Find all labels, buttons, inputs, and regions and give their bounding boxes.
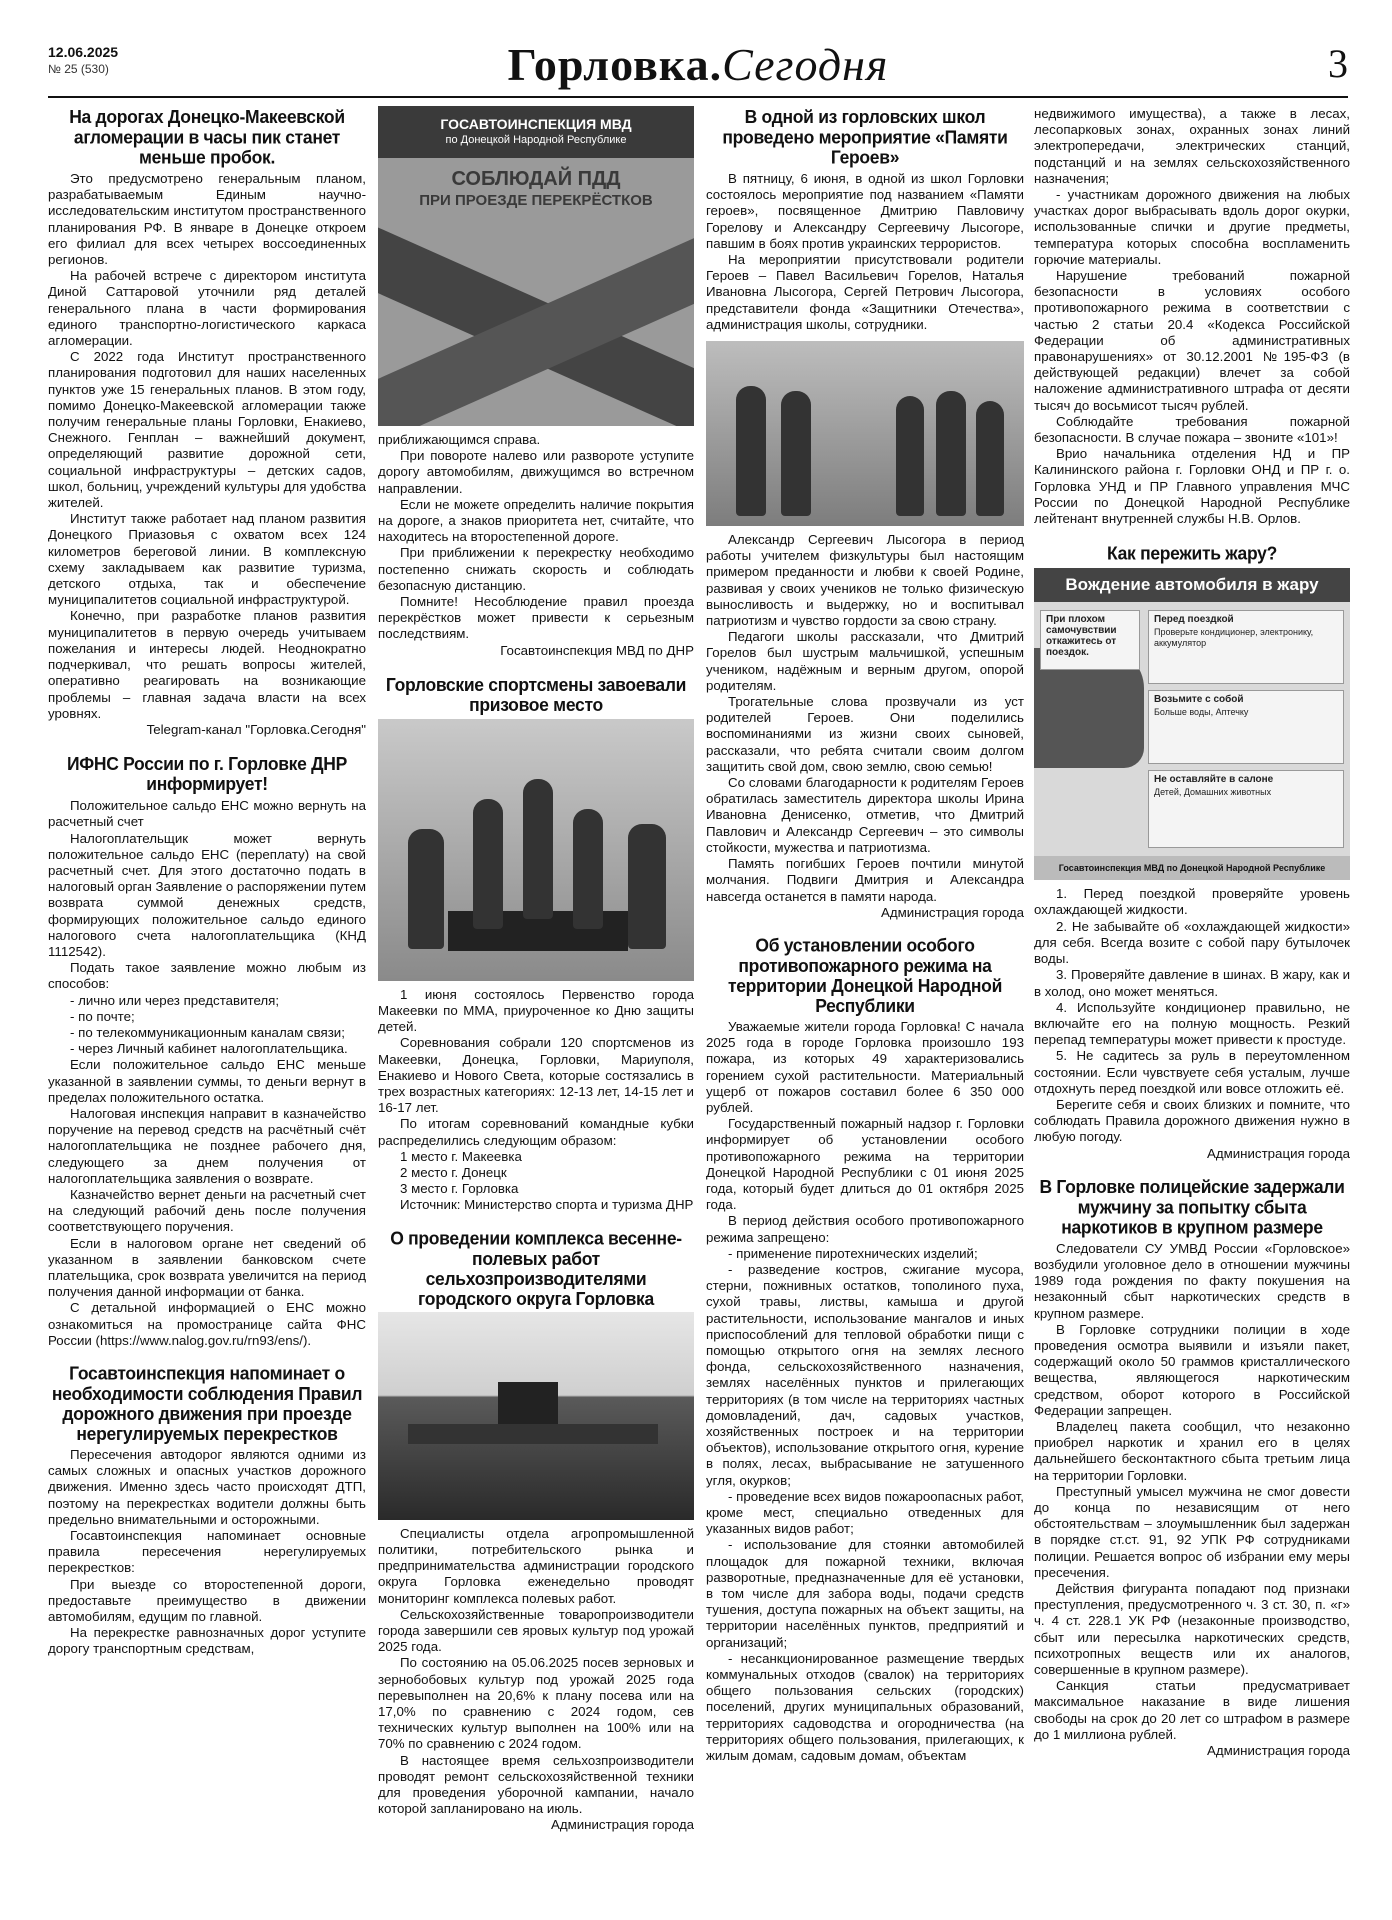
paragraph: Действия фигуранта попадают под признаки преступления, предусмотренного ч. 3 ст. 30, п. «г» ч. 4 ст. 228.1 УК РФ (незаконные производство, сбыт или пересылка наркотических средств, психотропных веществ или их аналогов, совершенные в крупном размере). (1034, 1581, 1350, 1678)
paragraph: приближающимся справа. (378, 432, 541, 447)
article-fire-regime-continued (1034, 106, 1350, 527)
paragraph: 1 июня состоялось Первенство города Макеевки по ММА, приуроченное ко Дню защиты детей. (378, 986, 694, 1035)
issue-number: № 25 (530) (48, 62, 109, 76)
poster-box-dont-leave (1148, 770, 1344, 848)
article-signature: Администрация города (1206, 1743, 1350, 1759)
paragraph: Нарушение требований пожарной безопасности в условиях особого противопожарного режима в соответствии с частью 2 статьи 20.4 «Кодекса Российской Федерации об административных правонарушениях» от 30.12.2001 №195-ФЗ (в действующей редакции) влечет за собой наложение административного штрафа от десяти тысяч до восьмисот тысяч рублей. (1034, 268, 1350, 413)
article-title: Как пережить жару? (1107, 542, 1277, 564)
poster-line-2: по Донецкой Народной Республике (445, 134, 627, 146)
paragraph: 5. Не садитесь за руль в переутомленном состоянии. Если чувствуете себя усталым, лучше отдохнуть перед поездкой или вовсе отложить её. (1034, 1048, 1350, 1096)
article-signature: Госавтоинспекция МВД по ДНР (500, 642, 694, 658)
paragraph: Положительное сальдо ЕНС можно вернуть на расчетный счет (48, 798, 366, 830)
poster-slogan-1: СОБЛЮДАЙ ПДД (451, 168, 621, 190)
article-heat (1034, 544, 1350, 1161)
box-title: Не оставляйте в салоне (1154, 774, 1274, 786)
paragraph: На рабочей встрече с директором института Диной Саттаровой уточнили ряд деталей генерального плана в части формирования единого транспортно-логистического каркаса агломерации. (48, 268, 366, 349)
paragraph: Если положительное сальдо ЕНС меньше указанной в заявлении суммы, то деньги вернут в пределах положительного остатка. (48, 1057, 366, 1105)
article-body (706, 171, 1024, 333)
column-1 (48, 106, 366, 1906)
article-title: В Горловке полицейские задержали мужчину за попытку сбыта наркотиков в крупном размере (1039, 1175, 1345, 1238)
paragraph: По состоянию на 05.06.2025 посев зерновых и зернобобовых культур под урожай 2025 года перевыполнен на 20,6% к плану посева или на 17,0% по сравнению с 2024 годом, сев технических культур выполнен на 100% или на 70% по сравнению с 2024 годом. (378, 1655, 694, 1752)
paragraph: недвижимого имущества), а также в лесах, лесопарковых зонах, охранных зонах линий электропередачи, электрических станций, подстанций и на землях сельскохозяйственного назначения; (1034, 106, 1350, 186)
poster-box-before (1148, 610, 1344, 684)
box-text: Больше воды, Аптечку (1154, 707, 1249, 718)
article-crossroads-continued (378, 432, 694, 659)
article-title: В одной из горловских школ проведено мероприятие «Памяти Героев» (722, 106, 1008, 168)
paragraph: Специалисты отдела агропромышленной политики, потребительского рынка и предпринимательства администрации городского округа Горловка еженедельно проводят мониторинг комплекса полевых работ. (378, 1525, 694, 1606)
school-event-photo (706, 341, 1024, 526)
paragraph: С 2022 года Институт пространственного планирования подготовил для наших населенных пунктов уже 15 генеральных планов. В этом году, помимо Донецко-Макеевской агломерации также получим генеральные планы Горловки, Енакиево, Снежного. Генплан – важнейший документ, определяющий развитие дорожной сети, социальной инфраструктуры – детских садов, школ, больниц, учреждений культуры для удобства жителей. (48, 349, 366, 511)
paragraph: Если в налоговом органе нет сведений об указанном в заявлении банковском счете плательщика, срок возврата увеличится на период получения данной информации от банка. (48, 1235, 366, 1300)
paragraph: Соревнования собрали 120 спортсменов из Макеевки, Донецка, Горловки, Мариуполя, Енакиево и Нового Света, которые состязались в трех возрастных категориях: 12-13 лет, 14-15 лет и 16-17 лет. (378, 1035, 694, 1116)
paragraph: - использование для стоянки автомобилей площадок для пожарной техники, включая разворотные, предназначенные для её установки, в том числе для забора воды, подачи средств тушения, доступа пожарных на объект защиты, на территории населённых пунктов, предприятий и организаций; (706, 1537, 1024, 1650)
article-heroes (706, 106, 1024, 921)
column-2 (378, 106, 694, 1906)
paragraph: Александр Сергеевич Лысогора в период работы учителем физкультуры был настоящим примером преданности и любви к своей Родине, развивая у своих учеников не только физическую выносливость и выдержку, но и воспитывал патриотизм и чувство гордости за свою страну. (706, 532, 1024, 629)
paragraph: Врио начальника отделения НД и ПР Калининского района г. Горловки ОНД и ПР г. о. Горловка УНД и ПР Главного управления МЧС России по Донецкой Народной Республике лейтенант внутренней службы Н.В. Орлов. (1034, 446, 1350, 527)
paragraph: Налогоплательщик может вернуть положительное сальдо ЕНС (переплату) на свой расчетный счет. Для этого достаточно подать в налоговый орган Заявление о распоряжении путем возврата суммой денежных средств, формирующих положительное сальдо единого налогового счета налогоплательщика (КНД 1112542). (48, 830, 366, 959)
paragraph: - участникам дорожного движения на любых участках дорог выбрасывать вдоль дорог окурки, использованные спички и другие предметы, температура которых способна воспламенить горючие материалы. (1034, 187, 1350, 267)
poster-slogan (378, 168, 694, 212)
article-body (48, 1447, 366, 1658)
paragraph: Налоговая инспекция направит в казначейство поручение на перевод средств на расчётный счёт налогоплательщика не позднее рабочего дня, следующего за днем получения от налогоплательщика заявления о возврате. (48, 1105, 366, 1186)
paragraph: Конечно, при разработке планов развития муниципалитетов в первую очередь учитываем пожелания и интересы людей. Неоднократно подчеркивал, что решать вопросы жителей, оперативно реагировать на возникающие проблемы – главная задача власти на всех уровнях. (48, 608, 366, 721)
box-text: Проверьте кондиционер, электронику, аккумулятор (1154, 627, 1314, 649)
article-agglomeration (48, 106, 366, 738)
paragraph: Педагоги школы рассказали, что Дмитрий Горелов был шустрым мальчишкой, успешным учеником, надёжным и верным другом, опорой родителям. (706, 629, 1024, 693)
heat-driving-poster (1034, 568, 1350, 880)
paragraph: Санкция статьи предусматривает максимальное наказание в виде лишения свободы на срок до 20 лет со штрафом в размере до 1 миллиона рублей. (1034, 1678, 1350, 1742)
paragraph: В пятницу, 6 июня, в одной из школ Горловки состоялось мероприятие под названием «Памяти героев», посвященное Дмитрию Павловичу Горелову и Александру Сергеевичу Лысогоре, павшим в боях против украинских террористов. (706, 171, 1024, 251)
paragraph: Владелец пакета сообщил, что незаконно приобрел наркотик и хранил его в целях дальнейшего бесконтактного сбыта третьим лица на территории Горловки. (1034, 1418, 1350, 1483)
poster-title: Вождение автомобиля в жару (1034, 568, 1350, 602)
field-tractor-photo (378, 1312, 694, 1520)
paragraph: - несанкционированное размещение твердых коммунальных отходов (свалок) на территориях общего пользования сельских (городских) поселений, других муниципальных образований, территориях садоводства и огородничества (на территориях общего пользования, прилегающих, к жилым домам, садовым домам, объектам (706, 1650, 1024, 1764)
paragraph: 1. Перед поездкой проверяйте уровень охлаждающей жидкости. (1034, 886, 1350, 918)
pdd-poster-image (378, 106, 694, 426)
paragraph: - по телекоммуникационным каналам связи; (70, 1024, 345, 1040)
paragraph: Источник: Министерство спорта и туризма ДНР (400, 1197, 694, 1213)
paragraph: 2. Не забывайте об «охлаждающей жидкости» для себя. Всегда возите с собой пару бутылочек воды. (1034, 918, 1350, 967)
paragraph: Преступный умысел мужчина не смог довести до конца по независящим от него обстоятельствам – злоумышленник был задержан в порядке ст.ст. 91, 92 УПК РФ сотрудниками полиции. Решается вопрос об избрании ему меры пресечения. (1034, 1483, 1350, 1580)
paragraph: Это предусмотрено генеральным планом, разрабатываемым Единым научно-исследовательским институтом пространственного планирования РФ. В январе в Донецке откроем его филиал для всех четырех воссоединенных регионов. (48, 171, 366, 268)
box-title: Возьмите с собой (1154, 694, 1244, 706)
paragraph: В настоящее время сельхозпроизводители проводят ремонт сельскохозяйственной техники для проведения уборочной кампании, начало которой запланировано на июль. (378, 1752, 694, 1817)
paragraph: 2 место г. Донецк (400, 1165, 507, 1181)
article-body (48, 171, 366, 738)
paragraph: 4. Используйте кондиционер правильно, не включайте его на полную мощность. Резкий перепад температуры может привести к простуде. (1034, 999, 1350, 1048)
paragraph: - через Личный кабинет налогоплательщика. (70, 1041, 348, 1057)
article-body-2 (706, 532, 1024, 921)
title-part-b: Сегодня (722, 39, 889, 90)
paragraph: - разведение костров, сжигание мусора, стерни, пожнивных остатков, тополиного пуха, сухой травы, листвы, камыша и другой растительности, использование мангалов и иных приспособлений для тепловой обработки пищи с помощью открытого огня на землях лесного фонда, сельскохозяйственного назначения, землях населённых пунктов и прилегающих территориях (в том числе на территориях частных домовладений, дач, садовых участков, хозяйственных построек и на территории объектов), использование открытого огня, курение в полях, лесах, выбрасывание не затушенного угля, окурков; (706, 1261, 1024, 1488)
article-tax (48, 752, 366, 1349)
article-title: Горловские спортсмены завоевали призовое место (385, 673, 687, 715)
poster-box-warning (1040, 610, 1140, 670)
masthead (48, 36, 1348, 98)
paragraph: Казначейство вернет деньги на расчетный счет на следующий рабочий день после получения соответствующего поручения. (48, 1186, 366, 1235)
article-crossroads (48, 1362, 366, 1658)
poster-line-1: ГОСАВТОИНСПЕКЦИЯ МВД (440, 116, 632, 132)
box-text: Детей, Домашних животных (1154, 787, 1272, 798)
article-signature: Администрация города (550, 1817, 694, 1833)
column-3 (706, 106, 1024, 1906)
paragraph: В период действия особого противопожарного режима запрещено: (706, 1213, 1024, 1245)
title-part-a: Горловка. (507, 39, 723, 90)
paragraph: 3 место г. Горловка (400, 1181, 519, 1197)
column-4 (1034, 106, 1350, 1906)
paragraph: Уважаемые жители города Горловка! С начала 2025 года в городе Горловка произошло 193 пожара, из которых 49 характеризовались горением сухой растительности. Материальный ущерб от пожаров составил более 6 350 000 рублей. (706, 1018, 1024, 1115)
article-body (48, 798, 366, 1349)
box-title: При плохом самочувствии откажитесь от поездок. (1046, 614, 1117, 659)
article-body (1034, 886, 1350, 1161)
article-title: Об установлении особого противопожарного режима на территории Донецкой Народной Республики (727, 934, 1003, 1017)
paragraph: - по почте; (70, 1008, 135, 1024)
article-signature: Telegram-канал "Горловка.Сегодня" (146, 721, 366, 737)
paragraph: По итогам соревнований командные кубки распределились следующим образом: (378, 1116, 694, 1148)
paragraph: Если не можете определить наличие покрытия на дороге, а знаков приоритета нет, считайте, что находитесь на второстепенной дороге. (378, 496, 694, 545)
issue-date: 12.06.2025 (48, 44, 119, 60)
article-signature: Администрация города (880, 904, 1024, 920)
paragraph: - лично или через представителя; (70, 992, 280, 1008)
paragraph: На мероприятии присутствовали родители Героев – Павел Васильевич Горелов, Наталья Ивановна Лысогора, Сергей Петрович Лысогора, представители фонда «Защитники Отечества», администрация школы, сотрудники. (706, 252, 1024, 332)
article-title: О проведении комплекса весенне-полевых работ сельхозпроизводителями городского округа Горловка (390, 1227, 682, 1309)
article-fire-regime (706, 934, 1024, 1764)
paragraph: При повороте налево или развороте уступите дорогу автомобилям, движущимся во встречном направлении. (378, 448, 694, 496)
box-title: Перед поездкой (1154, 614, 1234, 626)
newspaper-title (48, 36, 1348, 94)
article-body (1034, 1241, 1350, 1760)
page-number: 3 (1328, 41, 1348, 86)
article-body (706, 1019, 1024, 1764)
paragraph: Институт также работает над планом развития Донецкого Приазовья с охватом всех 124 километров береговой линии. В комплексную схему закладываем как развитие туризма, детского отдыха, так и обеспечение муниципалитетов социальной инфраструктурой. (48, 511, 366, 608)
paragraph: На перекрестке равнозначных дорог уступите дорогу транспортным средствам, (48, 1625, 366, 1657)
paragraph: 3. Проверяйте давление в шинах. В жару, как и в холод, оно может меняться. (1034, 967, 1350, 999)
article-body (378, 1526, 694, 1834)
paragraph: Помните! Несоблюдение правил проезда перекрёстков может привести к серьезным последствиям. (378, 594, 694, 642)
article-police (1034, 1175, 1350, 1760)
paragraph: Следователи СУ УМВД России «Горловское» возбудили уголовное дело в отношении мужчины 1989 года рождения по факту покушения на незаконный сбыт наркотических средств в крупном размере. (1034, 1240, 1350, 1321)
paragraph: Сельскохозяйственные товаропроизводители города завершили сев яровых культур под урожай 2025 года. (378, 1606, 694, 1655)
poster-header (378, 106, 694, 158)
paragraph: Со словами благодарности к родителям Героев обратилась заместитель директора школы Ирина Ивановна Денисенко, отметив, что Дмитрий Павлович и Александр Сергеевич – это символы стойкости, мужества и патриотизма. (706, 775, 1024, 855)
paragraph: С детальной информацией о ЕНС можно ознакомиться на промостранице сайта ФНС России (https://www.nalog.gov.ru/rn93/ens/). (48, 1300, 366, 1348)
poster-slogan-2: ПРИ ПРОЕЗДЕ ПЕРЕКРЁСТКОВ (419, 192, 653, 209)
paragraph: При выезде со второстепенной дороги, предоставьте преимущество в движении автомобилям, едущим по главной. (48, 1576, 366, 1625)
article-title: На дорогах Донецко-Макеевской агломерации в часы пик станет меньше пробок. (69, 106, 345, 168)
paragraph: Подать такое заявление можно любым из способов: (48, 960, 366, 992)
sport-photo (378, 719, 694, 981)
poster-footer: Госавтоинспекция МВД по Донецкой Народной Республике (1034, 856, 1350, 880)
poster-box-take (1148, 690, 1344, 764)
paragraph: Память погибших Героев почтили минутой молчания. Подвиги Дмитрия и Александра навсегда останется в памяти народа. (706, 856, 1024, 904)
paragraph: Госавтоинспекция напоминает основные правила пересечения нерегулируемых перекрестков: (48, 1528, 366, 1576)
paragraph: Трогательные слова прозвучали из уст родителей Героев. Они поделились воспоминаниями из жизни своих сыновей, рассказали, что ребята считали своим долгом защитить свой дом, свою землю, свою семью! (706, 694, 1024, 774)
article-sport (378, 673, 694, 1214)
article-signature: Администрация города (1206, 1145, 1350, 1161)
paragraph: Государственный пожарный надзор г. Горловки информирует об установлении особого противопожарного режима на территории Донецкой Народной Республики с 01 июня 2025 года, который будет длиться до 01 октября 2025 года. (706, 1116, 1024, 1213)
article-title: Госавтоинспекция напоминает о необходимости соблюдения Правил дорожного движения при проезде нерегулируемых перекрестков (51, 1362, 363, 1445)
paragraph: Соблюдайте требования пожарной безопасности. В случае пожара – звоните «101»! (1034, 413, 1350, 446)
article-body (378, 987, 694, 1214)
paragraph: - применение пиротехнических изделий; (728, 1245, 978, 1261)
paragraph: Берегите себя и своих близких и помните, что соблюдать Правила дорожного движения нужно в любую погоду. (1034, 1096, 1350, 1145)
paragraph: - проведение всех видов пожароопасных работ, кроме мест, специально отведенных для указанных видов работ; (706, 1488, 1024, 1537)
paragraph: Пересечения автодорог являются одними из самых сложных и опасных участков дорожного движения. Именно здесь часто происходят ДТП, поэтому на перекрестках водители должны быть предельно внимательными и осторожными. (48, 1447, 366, 1527)
paragraph: В Горловке сотрудники полиции в ходе проведения осмотра выявили и изъяли пакет, содержащий около 50 граммов кристаллического вещества, являющегося наркотическим средством, оборот которого в Российской Федерации запрещен. (1034, 1321, 1350, 1418)
article-title: ИФНС России по г. Горловке ДНР информирует! (66, 752, 348, 795)
article-field-works (378, 1227, 694, 1834)
paragraph: 1 место г. Макеевка (400, 1148, 522, 1164)
paragraph: При приближении к перекрестку необходимо постепенно снижать скорость и соблюдать безопасную дистанцию. (378, 545, 694, 593)
